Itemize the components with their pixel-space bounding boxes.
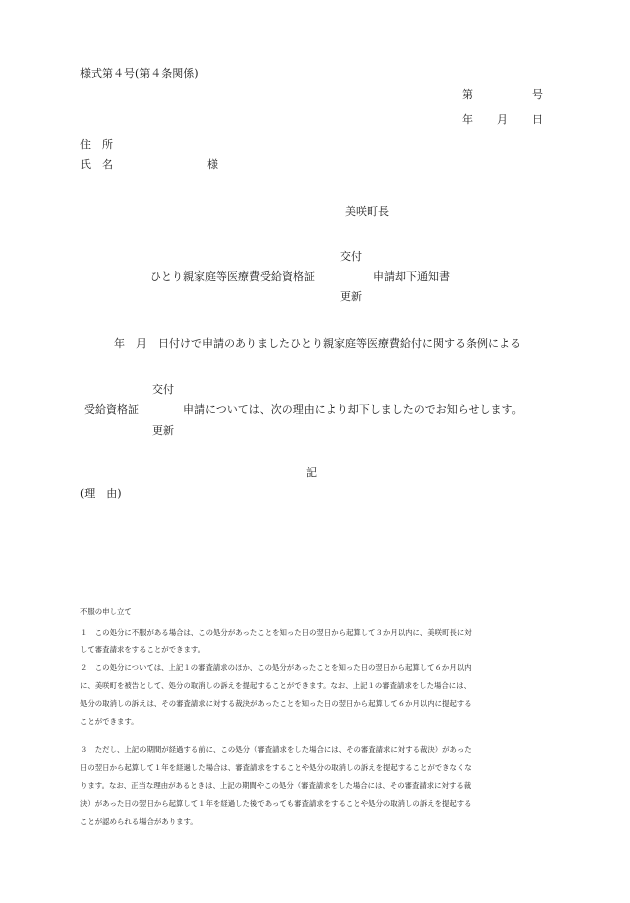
appeal-heading: 不服の申し立て bbox=[80, 607, 132, 616]
appeal-line: 決）があった日の翌日から起算して１年を経過した後であっても審査請求をすることや処分の取消しの訴えを提起する bbox=[80, 799, 472, 808]
form-number: 様式第４号(第４条関係) bbox=[80, 67, 199, 80]
honorific: 様 bbox=[207, 158, 218, 171]
title-renew: 更新 bbox=[340, 290, 362, 303]
body-line-2: 申請については、次の理由により却下しましたのでお知らせします。 bbox=[183, 403, 523, 416]
title-main-right: 申請却下通知書 bbox=[373, 270, 450, 283]
sender: 美咲町長 bbox=[345, 205, 389, 218]
date-month-label: 月 bbox=[497, 113, 508, 126]
address-label: 住 所 bbox=[80, 138, 113, 151]
appeal-line: 日の翌日から起算して１年を経過した場合は、審査請求をすることや処分の取消しの訴えを提起することができなくな bbox=[80, 763, 472, 772]
doc-no-suffix: 号 bbox=[532, 88, 543, 101]
appeal-line: ります。なお、正当な理由があるときは、上記の期間やこの処分（審査請求をした場合には、その審査請求に対する裁 bbox=[80, 781, 472, 790]
date-year-label: 年 bbox=[462, 113, 473, 126]
body-certificate: 受給資格証 bbox=[84, 403, 139, 416]
appeal-line: ことができます。 bbox=[80, 717, 139, 726]
title-main-left: ひとり親家庭等医療費受給資格証 bbox=[150, 270, 315, 283]
appeal-line: １ この処分に不服がある場合は、この処分があったことを知った日の翌日から起算して３か月以内に、美咲町長に対 bbox=[80, 628, 472, 637]
body-renew: 更新 bbox=[152, 424, 174, 437]
appeal-line: 処分の取消しの訴えは、その審査請求に対する裁決があったことを知った日の翌日から起算して６か月以内に提起する bbox=[80, 699, 472, 708]
appeal-line: に、美咲町を被告として、処分の取消しの訴えを提起することができます。なお、上記１の審査請求をした場合には、 bbox=[80, 681, 471, 690]
ki-marker: 記 bbox=[306, 466, 317, 479]
appeal-line: して審査請求をすることができます。 bbox=[80, 645, 206, 654]
appeal-line: ２ この処分については、上記１の審査請求のほか、この処分があったことを知った日の翌日から起算して６か月以内 bbox=[80, 663, 472, 672]
name-label: 氏 名 bbox=[80, 158, 113, 171]
appeal-line: ことが認められる場合があります。 bbox=[80, 817, 198, 826]
body-issue: 交付 bbox=[152, 383, 174, 396]
body-line-1: 年 月 日付けで申請のありましたひとり親家庭等医療費給付に関する条例による bbox=[114, 337, 521, 350]
doc-no-prefix: 第 bbox=[462, 88, 473, 101]
title-issue: 交付 bbox=[340, 250, 362, 263]
appeal-line: ３ ただし、上記の期間が経過する前に、この処分（審査請求をした場合には、その審査請求に対する裁決）があった bbox=[80, 745, 472, 754]
reason-label: (理 由) bbox=[80, 487, 122, 500]
date-day-label: 日 bbox=[532, 113, 543, 126]
